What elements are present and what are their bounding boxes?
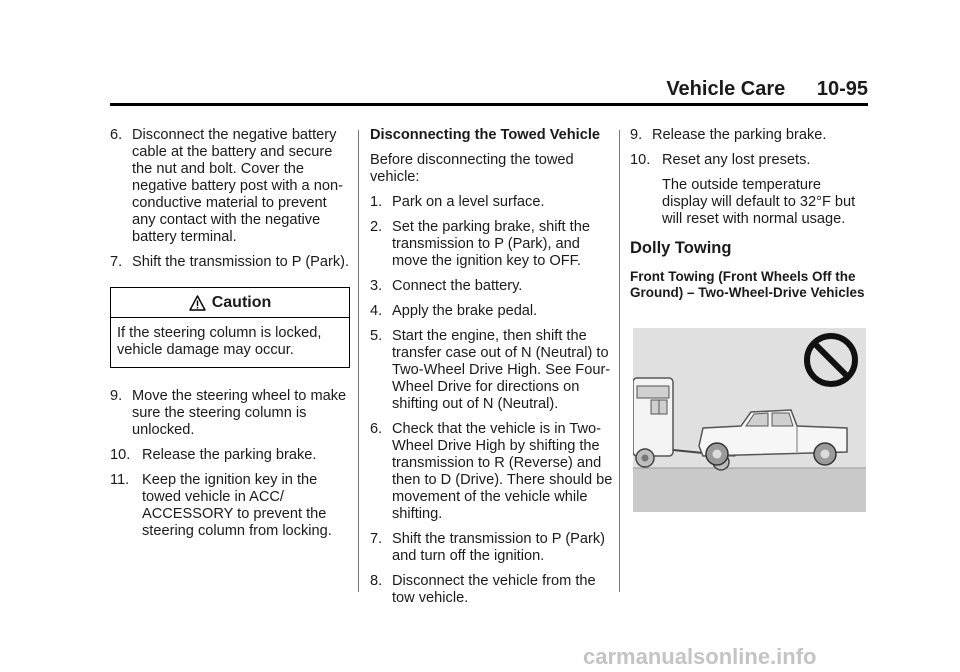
item-number: 10. [110,447,131,463]
list-item [630,127,870,144]
list-item [370,531,615,565]
item-text: Set the parking brake, shift the transmission to P (Park), and move the ignition key to OFF. [392,219,590,269]
item-number: 11. [110,472,130,488]
caution-title: Caution [211,294,272,311]
column-2 [370,127,615,615]
item-text: Keep the ignition key in the towed vehicle in ACC/ ACCESSORY to prevent the steering column from locking. [142,472,332,539]
item-number: 6. [370,421,383,437]
item-text: Disconnect the negative battery cable at the battery and secure the nut and bolt. Cover the negative battery post with a non-conductive material to prevent any contact with the negative battery terminal. [132,127,343,245]
list-item [370,573,615,607]
item-number: 7. [370,531,383,547]
caution-text: If the steering column is locked, vehicle damage may occur. [117,325,322,358]
column-divider-1 [358,130,359,592]
item-text: Reset any lost presets. [662,152,811,168]
list-item [370,328,615,413]
tow-scene [633,328,866,512]
item-text: Shift the transmission to P (Park) and turn off the ignition. [392,531,606,564]
subsection-heading: Front Towing (Front Wheels Off the Ground) – Two-Wheel-Drive Vehicles [630,269,865,300]
section-title: Vehicle Care [666,78,786,100]
intro-text: Before disconnecting the towed vehicle: [370,152,574,185]
item-text: Park on a level surface. [392,194,545,210]
item-text: Release the parking brake. [142,447,317,463]
item-text: Release the parking brake. [652,127,827,143]
caution-header [111,288,349,318]
item-number: 3. [370,278,383,294]
tow-vehicle [633,378,673,467]
warning-triangle-icon [189,295,206,311]
list-item [370,278,615,295]
item-number: 4. [370,303,383,319]
item-number: 8. [370,573,383,589]
header-rule [110,103,868,106]
item-text: Shift the transmission to P (Park). [132,254,350,270]
list-item [110,388,350,439]
list-item [370,421,615,523]
section-heading: Dolly Towing [630,239,732,257]
dolly-towing-illustration [633,328,866,512]
item-number: 9. [110,388,123,404]
steps-list [370,194,615,607]
list-item [630,152,870,169]
item-number: 2. [370,219,383,235]
list-item [110,472,350,540]
item-number: 5. [370,328,383,344]
item-number: 10. [630,152,651,168]
list-item [370,219,615,270]
item-number: 1. [370,194,383,210]
list-item [110,127,350,246]
item-text: Check that the vehicle is in Two-Wheel Drive High by shifting the transmission to R (Reverse) and then to D (Drive). There should be movement of the vehicle while shifting. [392,421,613,522]
caution-box [110,287,350,368]
subsection-heading: Disconnecting the Towed Vehicle [370,127,601,143]
item-number: 7. [110,254,123,270]
item-text: Connect the battery. [392,278,523,294]
list-item [370,303,615,320]
item-text: Start the engine, then shift the transfer case out of N (Neutral) to Two-Wheel Drive High. See Four-Wheel Drive for directions on shifting out of N (Neutral). [392,328,611,412]
list-item [110,254,350,271]
watermark: carmanualsonline.info [583,644,817,669]
column-3 [630,127,870,317]
column-1 [110,127,350,548]
column-divider-2 [619,130,620,592]
item-text: Apply the brake pedal. [392,303,538,319]
item-number: 6. [110,127,123,143]
list-item [110,447,350,464]
page-number: 10-95 [816,78,868,100]
page-header [666,78,868,101]
list-item [370,194,615,211]
item-text: Move the steering wheel to make sure the steering column is unlocked. [132,388,347,438]
item-text: Disconnect the vehicle from the tow vehicle. [392,573,596,606]
note-text: The outside temperature display will default to 32°F but will reset with normal usage. [662,177,856,227]
item-number: 9. [630,127,643,143]
